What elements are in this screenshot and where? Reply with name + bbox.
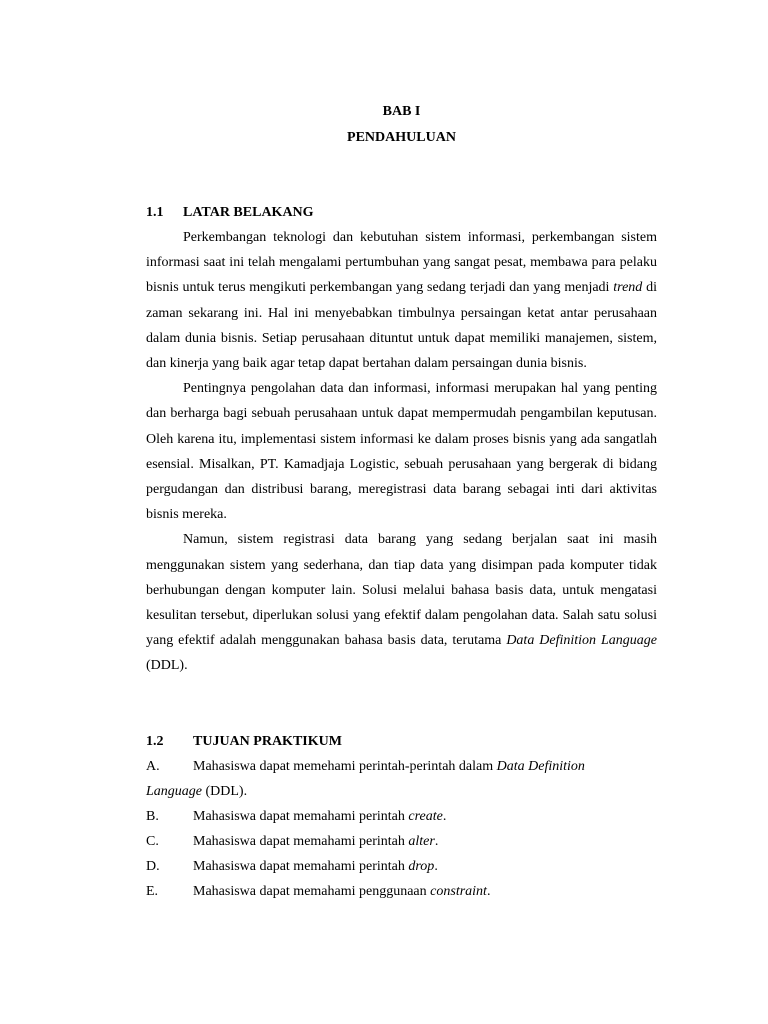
section-title: TUJUAN PRAKTIKUM xyxy=(193,734,342,749)
section-number: 1.2 xyxy=(146,734,164,749)
tujuan-list xyxy=(146,754,657,904)
paragraph: Pentingnya pengolahan data dan informasi, informasi merupakan hal yang penting dan berharga bagi sebuah perusahaan untuk dapat mempermudah pengambilan keputusan. Oleh karena itu, implementasi sistem informasi ke dalam proses bisnis yang ada sangatlah esensial. Misalkan, PT. Kamadjaja Logistic, sebuah perusahaan yang bergerak di bidang pergudangan dan distribusi barang, meregistrasi data barang sebagai inti dari aktivitas bisnis mereka. xyxy=(146,381,657,523)
list-item: B. Mahasiswa dapat memahami perintah create. xyxy=(146,809,447,824)
section-title: LATAR BELAKANG xyxy=(183,205,314,220)
chapter-title: PENDAHULUAN xyxy=(347,130,456,145)
latar-belakang-body xyxy=(146,225,657,679)
section-heading-latar-belakang xyxy=(146,204,314,222)
chapter-number: BAB I xyxy=(382,104,421,119)
list-item: D. Mahasiswa dapat memahami perintah drop. xyxy=(146,859,438,874)
section-heading-tujuan-praktikum xyxy=(146,733,342,751)
paragraph: Namun, sistem registrasi data barang yang sedang berjalan saat ini masih menggunakan sistem yang sederhana, dan tiap data yang disimpan pada komputer tidak berhubungan dengan komputer lain. Solusi melalui bahasa basis data, untuk mengatasi kesulitan tersebut, diperlukan solusi yang efektif dalam pengolahan data. Salah satu solusi yang efektif adalah menggunakan bahasa basis data, terutama Data Definition Language (DDL). xyxy=(146,532,657,674)
section-number: 1.1 xyxy=(146,205,164,220)
list-item: A. Mahasiswa dapat memehami perintah-perintah dalam Data Definition xyxy=(146,759,585,774)
list-item: E. Mahasiswa dapat memahami penggunaan constraint. xyxy=(146,884,491,899)
list-item-continuation: Language (DDL). xyxy=(146,784,248,799)
paragraph: Perkembangan teknologi dan kebutuhan sistem informasi, perkembangan sistem informasi saat ini telah mengalami pertumbuhan yang sangat pesat, membawa para pelaku bisnis untuk terus mengikuti perkembangan yang sedang terjadi dan yang menjadi trend di zaman sekarang ini. Hal ini menyebabkan timbulnya persaingan ketat antar perusahaan dalam dunia bisnis. Setiap perusahaan dituntut untuk dapat memiliki manajemen, sistem, dan kinerja yang baik agar tetap dapat bertahan dalam persaingan dunia bisnis. xyxy=(146,230,657,372)
list-item: C. Mahasiswa dapat memahami perintah alter. xyxy=(146,834,439,849)
